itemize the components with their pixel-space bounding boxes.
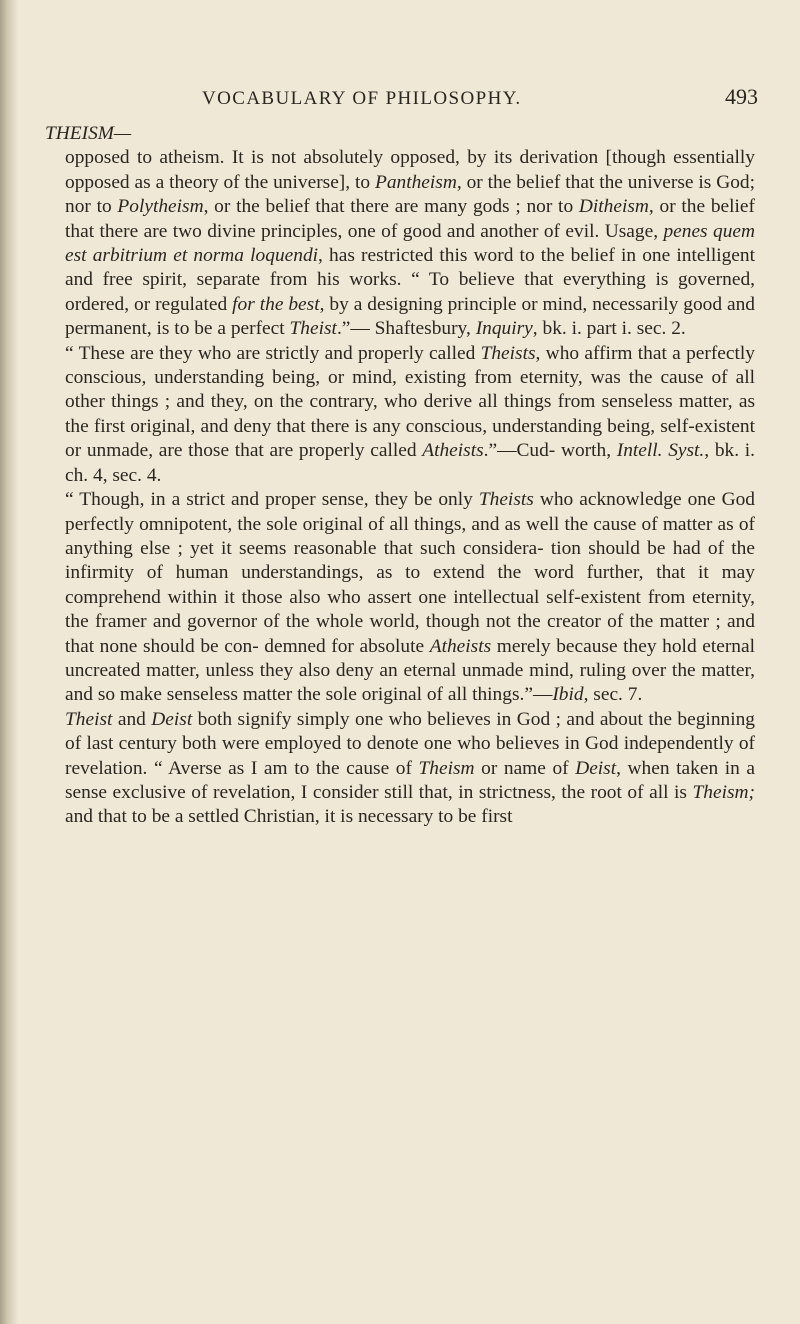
page-binding-edge [0,0,18,1324]
text-run: or name of [474,757,576,779]
text-run: , has restricted this word to the belief in one intelligent and free spirit, separate from his works. “ To believe that everything is governed, ordered, or regulated [65,245,755,315]
italic-term: Polytheism [117,196,204,218]
text-run: , or the belief that there are many gods ; nor to [203,196,579,218]
text-run: , when taken in a sense exclusive of revelation, I consider still that, in strictness, the root of all is [65,757,755,803]
entry-headword: THEISM— [45,123,132,144]
italic-term: Atheists [422,440,484,462]
italic-term: Theism; [692,781,755,803]
dictionary-entry-theism [43,122,755,830]
italic-term: Theism [418,757,475,779]
text-run: who acknowledge one God perfectly omnipotent, the sole original of all things, and as well the cause of matter as of anything else ; yet it seems reasonable that such considera- tion should be had of the infirmity of human understandings, as to extend the word further, that it may comprehend within it those also who assert one intellectual self-existent from eternity, the framer and governor of the whole world, though not the creator of the matter ; and that none should be con- demned for absolute [65,489,755,657]
text-run: and that to be a settled Christian, it is necessary to be first [65,806,513,828]
citation-title: Intell. Syst. [616,440,705,462]
italic-term: Theists [478,489,534,511]
italic-term: Ditheism [578,196,649,218]
italic-term: for the best [232,293,320,315]
text-run: both signify simply one who believes in God ; and about the beginning of last century both were employed to denote one who believes in God independently of revelation. “ Averse as I am to the cause of [65,708,755,779]
text-run: , who affirm that a perfectly conscious, understanding being, or mind, existing from eternity, was the cause of all other things ; and they, on the contrary, who derive all things from senseless matter, as the first original, and deny that there is any conscious, understanding being, self-existent or unmade, are those that are properly called [65,342,755,462]
text-run: , or the belief that there are two divine principles, one of good and another of evil. Usage, [65,196,755,242]
text-run: .”— Shaftesbury, [336,318,476,340]
text-run: , sec. 7. [583,684,643,706]
italic-term: Theists [480,342,536,364]
text-run: “ These are they who are strictly and properly called [65,342,481,364]
running-title: VOCABULARY OF PHILOSOPHY. [202,88,522,109]
definition-paragraph [65,146,755,341]
latin-phrase: penes quem est arbitrium et norma loquendi [65,220,756,267]
italic-term: Theist [289,318,337,340]
text-run: and [112,708,152,730]
italic-term: Pantheism [374,171,457,193]
text-run: , bk. i. part i. sec. 2. [532,318,686,340]
citation-title: Ibid [552,684,584,706]
quotation-paragraph [65,488,755,708]
page-number: 493 [725,84,758,109]
text-run: “ Though, in a strict and proper sense, they be only [65,489,479,511]
text-run: .”—Cud- worth, [483,440,617,462]
text-run: , by a designing principle or mind, necessarily good and permanent, is to be a perfect [65,293,755,340]
citation-title: Inquiry [475,318,533,340]
italic-term: Theist [65,708,113,730]
text-run: opposed to atheism. It is not absolutely opposed, by its derivation [though essentially opposed as a theory of the universe], to [65,147,755,193]
italic-term: Atheists [429,635,492,657]
italic-term: Deist [151,708,193,730]
usage-paragraph [65,708,755,830]
italic-term: Deist [575,757,617,779]
text-run: , or the belief that the universe is God; nor to [65,171,755,218]
text-run: merely because they hold eternal uncreated matter, unless they also deny an eternal unmade mind, ruling over the matter, and so make senseless matter the sole original of all things.”— [65,635,755,706]
page-header [60,84,760,118]
text-run: , bk. i. ch. 4, sec. 4. [65,440,755,486]
quotation-paragraph [65,342,755,488]
